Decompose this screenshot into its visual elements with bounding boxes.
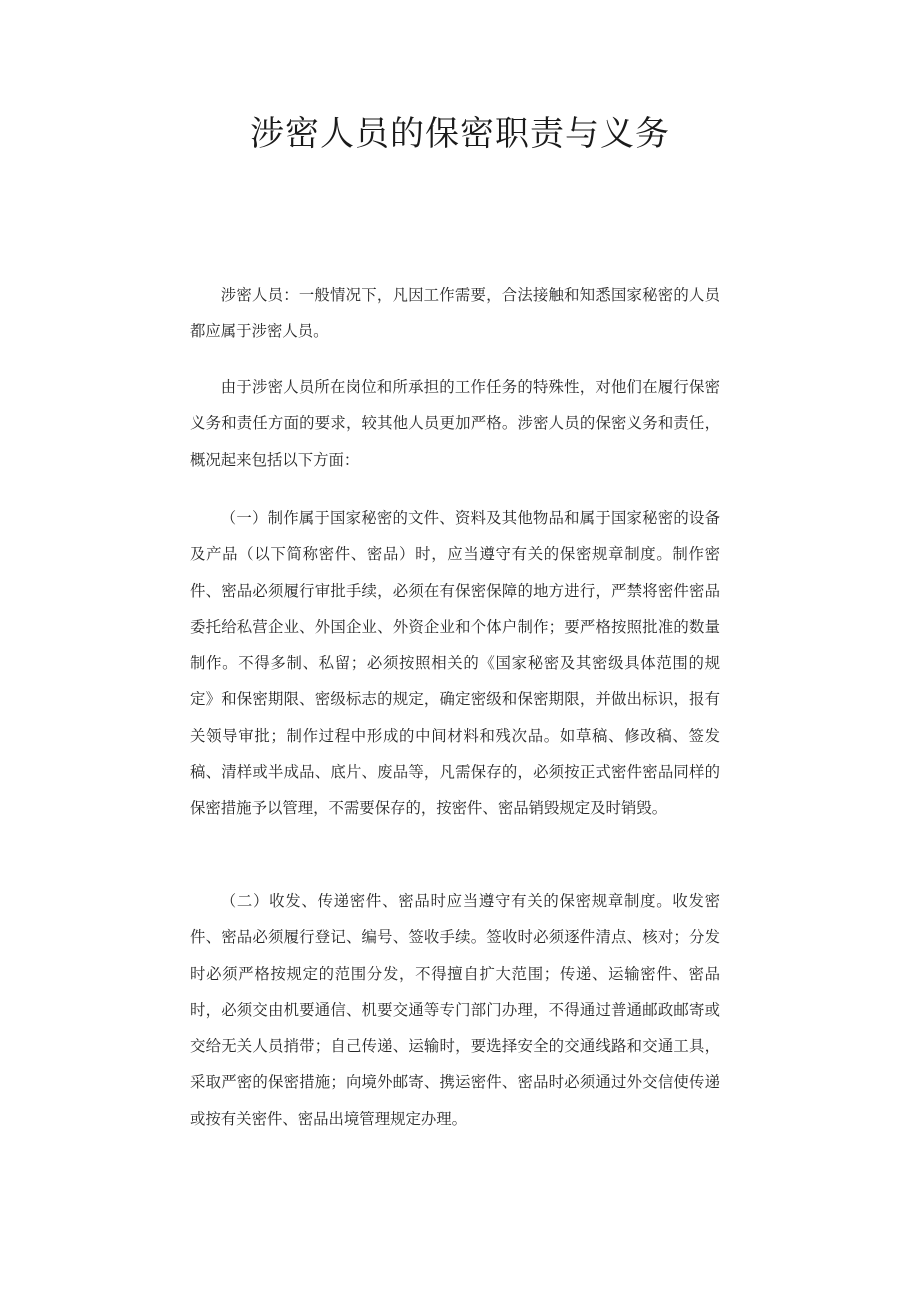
paragraph-intro: 由于涉密人员所在岗位和所承担的工作任务的特殊性，对他们在履行保密义务和责任方面的要求，较其他人员更加严格。涉密人员的保密义务和责任，概况起来包括以下方面： [190, 378, 720, 469]
paragraph-section-2: （二）收发、传递密件、密品时应当遵守有关的保密规章制度。收发密件、密品必须履行登记、编号、签收手续。签收时必须逐件清点、核对；分发时必须严格按规定的范围分发，不得擅自扩大范围；传递、运输密件、密品时，必须交由机要通信、机要交通等专门部门办理，不得通过普通邮政邮寄或交给无关人员捎带；自己传递、运输时，要选择安全的交通线路和交通工具，采取严密的保密措施；向境外邮寄、携运密件、密品时必须通过外交信使传递或按有关密件、密品出境管理规定办理。 [190, 892, 720, 1128]
document-title: 涉密人员的保密职责与义务 [250, 114, 670, 154]
paragraph-section-1: （一）制作属于国家秘密的文件、资料及其他物品和属于国家秘密的设备及产品（以下简称密件、密品）时，应当遵守有关的保密规章制度。制作密件、密品必须履行审批手续，必须在有保密保障的地方进行，严禁将密件密品委托给私营企业、外国企业、外资企业和个体户制作；要严格按照批准的数量制作。不得多制、私留；必须按照相关的《国家秘密及其密级具体范围的规定》和保密期限、密级标志的规定，确定密级和保密期限，并做出标识，报有关领导审批；制作过程中形成的中间材料和残次品。如草稿、修改稿、签发稿、清样或半成品、底片、废品等，凡需保存的，必须按正式密件密品同样的保密措施予以管理，不需要保存的，按密件、密品销毁规定及时销毁。 [190, 509, 720, 818]
paragraph-definition: 涉密人员：一般情况下，凡因工作需要，合法接触和知悉国家秘密的人员都应属于涉密人员。 [190, 286, 720, 341]
